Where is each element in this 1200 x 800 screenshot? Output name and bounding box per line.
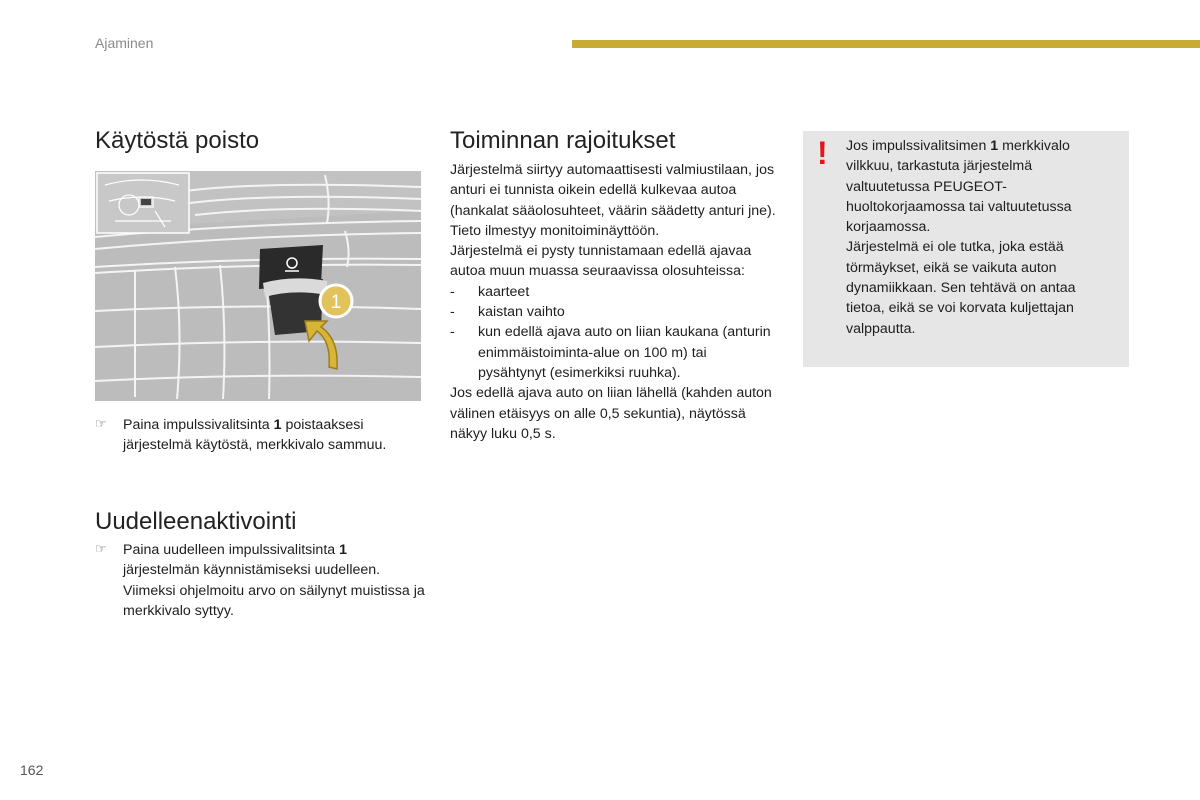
header-accent-bar: [572, 40, 1200, 48]
callout-number: 1: [330, 292, 342, 313]
list-item: - kun edellä ajava auto on liian kaukana (anturin enimmäistoiminta-alue on 100 m) tai pysähtynyt (esimerkiksi ruuhka).: [450, 324, 771, 381]
list-item: - kaistan vaihto: [450, 304, 565, 321]
reactivation-title: Uudelleenaktivointi: [95, 508, 297, 535]
list-item: - kaarteet: [450, 283, 530, 300]
limitations-paragraph-1: Järjestelmä siirtyy automaattisesti valmiustilaan, jos anturi ei tunnista oikein edellä kulkevaa autoa (hankalat sääolosuhteet, väärin säädetty anturi jne). Tieto ilmestyy monitoiminäyttöön.: [450, 162, 776, 239]
deactivation-title: Käytöstä poisto: [95, 127, 260, 154]
pointing-hand-icon: ☞: [95, 541, 107, 556]
exclamation-icon: !: [817, 135, 828, 171]
page-number: 162: [20, 762, 44, 778]
pointing-hand-icon: ☞: [95, 416, 107, 431]
reactivation-instruction: ☞ Paina uudelleen impulssivalitsinta 1 järjestelmän käynnistämiseksi uudelleen. Viimeksi ohjelmoitu arvo on säilynyt muistissa ja merkkivalo syttyy.: [95, 541, 425, 619]
car-interior-inset: [97, 173, 189, 233]
limitations-paragraph-3: Jos edellä ajava auto on liian lähellä (kahden auton välinen etäisyys on alle 0,5 sekuntia), näytössä näkyy luku 0,5 s.: [450, 385, 772, 442]
switch-illustration: [95, 171, 421, 401]
section-label: Ajaminen: [95, 35, 154, 51]
limitations-paragraph-2: Järjestelmä ei pysty tunnistamaan edellä ajavaa autoa muun muassa seuraavissa olosuhteissa:: [450, 243, 752, 280]
deactivation-instruction: ☞ Paina impulssivalitsinta 1 poistaaksesi järjestelmä käytöstä, merkkivalo sammuu.: [95, 416, 387, 454]
callout-marker: [320, 285, 352, 317]
warning-box: [803, 131, 1129, 367]
limitations-title: Toiminnan rajoitukset: [450, 127, 676, 154]
warning-text: Jos impulssivalitsimen 1 merkkivalo vilkkuu, tarkastuta järjestelmä valtuutetussa PEUGEOT-huoltokorjaamossa tai valtuutetussa korjaamossa. Järjestelmä ei ole tutka, joka estää törmäykset, eikä se vaikuta auton dynamiikkaan. Sen tehtävä on antaa tietoa, eikä se voi korvata kuljettajan valppautta.: [846, 136, 1108, 339]
warning-text-2: Järjestelmä ei ole tutka, joka estää törmäykset, eikä se vaikuta auton dynamiikkaan. Sen tehtävä on antaa tietoa, eikä se voi korvata kuljettajan valppautta.: [846, 239, 1076, 337]
limitations-body: [450, 160, 778, 444]
limitations-list: [450, 282, 778, 383]
